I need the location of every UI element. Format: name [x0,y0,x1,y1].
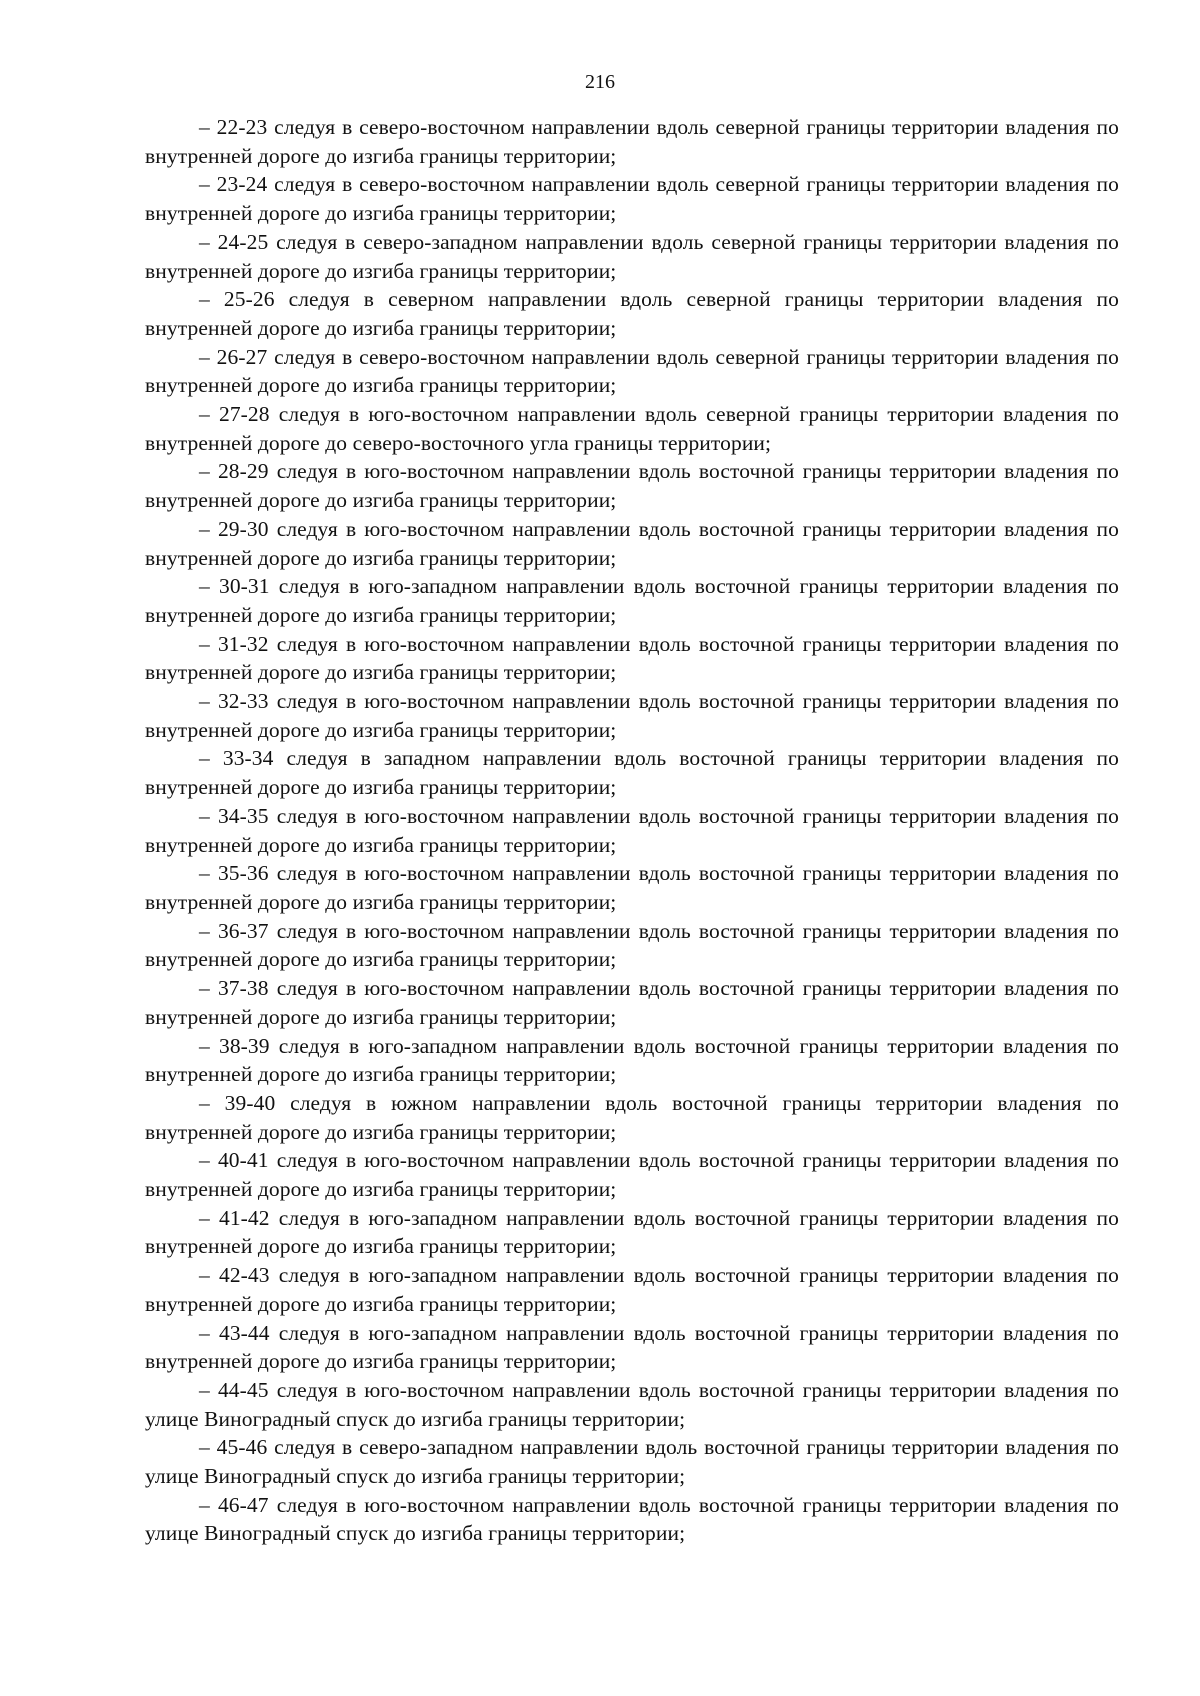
boundary-segment-item: – 34-35 следуя в юго-восточном направлении вдоль восточной границы территории владения по внутренней дороге до изгиба границы территории; [145,803,1119,857]
boundary-segment-item: – 46-47 следуя в юго-восточном направлении вдоль восточной границы территории владения по улице Виноградный спуск до изгиба границы территории; [145,1492,1119,1546]
boundary-segment-item: – 30-31 следуя в юго-западном направлении вдоль восточной границы территории владения по внутренней дороге до изгиба границы территории; [145,574,1119,627]
boundary-segment-item: – 33-34 следуя в западном направлении вдоль восточной границы территории владения по внутренней дороге до изгиба границы территории; [145,746,1119,800]
boundary-segment-item: – 35-36 следуя в юго-восточном направлении вдоль восточной границы территории владения по внутренней дороге до изгиба границы территории; [145,861,1119,914]
boundary-segment-item: – 28-29 следуя в юго-восточном направлении вдоль восточной границы территории владения по внутренней дороге до изгиба границы территории; [145,459,1119,513]
boundary-segment-item: – 41-42 следуя в юго-западном направлении вдоль восточной границы территории владения по внутренней дороге до изгиба границы территории; [145,1205,1119,1259]
boundary-segment-item: – 24-25 следуя в северо-западном направлении вдоль северной границы территории владения по внутренней дороге до изгиба границы территории; [145,229,1119,283]
boundary-segment-item: – 22-23 следуя в северо-восточном направлении вдоль северной границы территории владения по внутренней дороге до изгиба границы территории; [145,115,1119,168]
boundary-segment-item: – 40-41 следуя в юго-восточном направлении вдоль восточной границы территории владения по внутренней дороге до изгиба границы территории; [145,1148,1119,1202]
boundary-segment-item: – 23-24 следуя в северо-восточном направлении вдоль северной границы территории владения по внутренней дороге до изгиба границы территории; [145,172,1119,226]
boundary-segment-item: – 36-37 следуя в юго-восточном направлении вдоль восточной границы территории владения по внутренней дороге до изгиба границы территории; [145,918,1119,972]
boundary-segment-item: – 45-46 следуя в северо-западном направлении вдоль восточной границы территории владения по улице Виноградный спуск до изгиба границы территории; [145,1435,1119,1489]
boundary-segment-item: – 43-44 следуя в юго-западном направлении вдоль восточной границы территории владения по внутренней дороге до изгиба границы территории; [145,1320,1119,1374]
boundary-segment-item: – 26-27 следуя в северо-восточном направлении вдоль северной границы территории владения по внутренней дороге до изгиба границы территории; [145,344,1119,398]
boundary-segment-item: – 44-45 следуя в юго-восточном направлении вдоль восточной границы территории владения по улице Виноградный спуск до изгиба границы территории; [145,1377,1119,1431]
boundary-segment-item: – 42-43 следуя в юго-западном направлении вдоль восточной границы территории владения по внутренней дороге до изгиба границы территории; [145,1263,1119,1316]
document-body [145,113,1119,1548]
boundary-segment-item: – 37-38 следуя в юго-восточном направлении вдоль восточной границы территории владения по внутренней дороге до изгиба границы территории; [145,976,1119,1029]
boundary-segment-item: – 31-32 следуя в юго-восточном направлении вдоль восточной границы территории владения по внутренней дороге до изгиба границы территории; [145,631,1119,685]
boundary-segment-item: – 27-28 следуя в юго-восточном направлении вдоль северной границы территории владения по внутренней дороге до северо-восточного угла границы территории; [145,402,1119,455]
boundary-segment-item: – 29-30 следуя в юго-восточном направлении вдоль восточной границы территории владения по внутренней дороге до изгиба границы территории; [145,516,1119,570]
boundary-segment-item: – 38-39 следуя в юго-западном направлении вдоль восточной границы территории владения по внутренней дороге до изгиба границы территории; [145,1033,1119,1087]
boundary-segment-item: – 39-40 следуя в южном направлении вдоль восточной границы территории владения по внутренней дороге до изгиба границы территории; [145,1090,1119,1144]
boundary-segment-item: – 32-33 следуя в юго-восточном направлении вдоль восточной границы территории владения по внутренней дороге до изгиба границы территории; [145,689,1119,742]
boundary-segment-item: – 25-26 следуя в северном направлении вдоль северной границы территории владения по внутренней дороге до изгиба границы территории; [145,287,1119,340]
page-number: 216 [585,71,615,93]
